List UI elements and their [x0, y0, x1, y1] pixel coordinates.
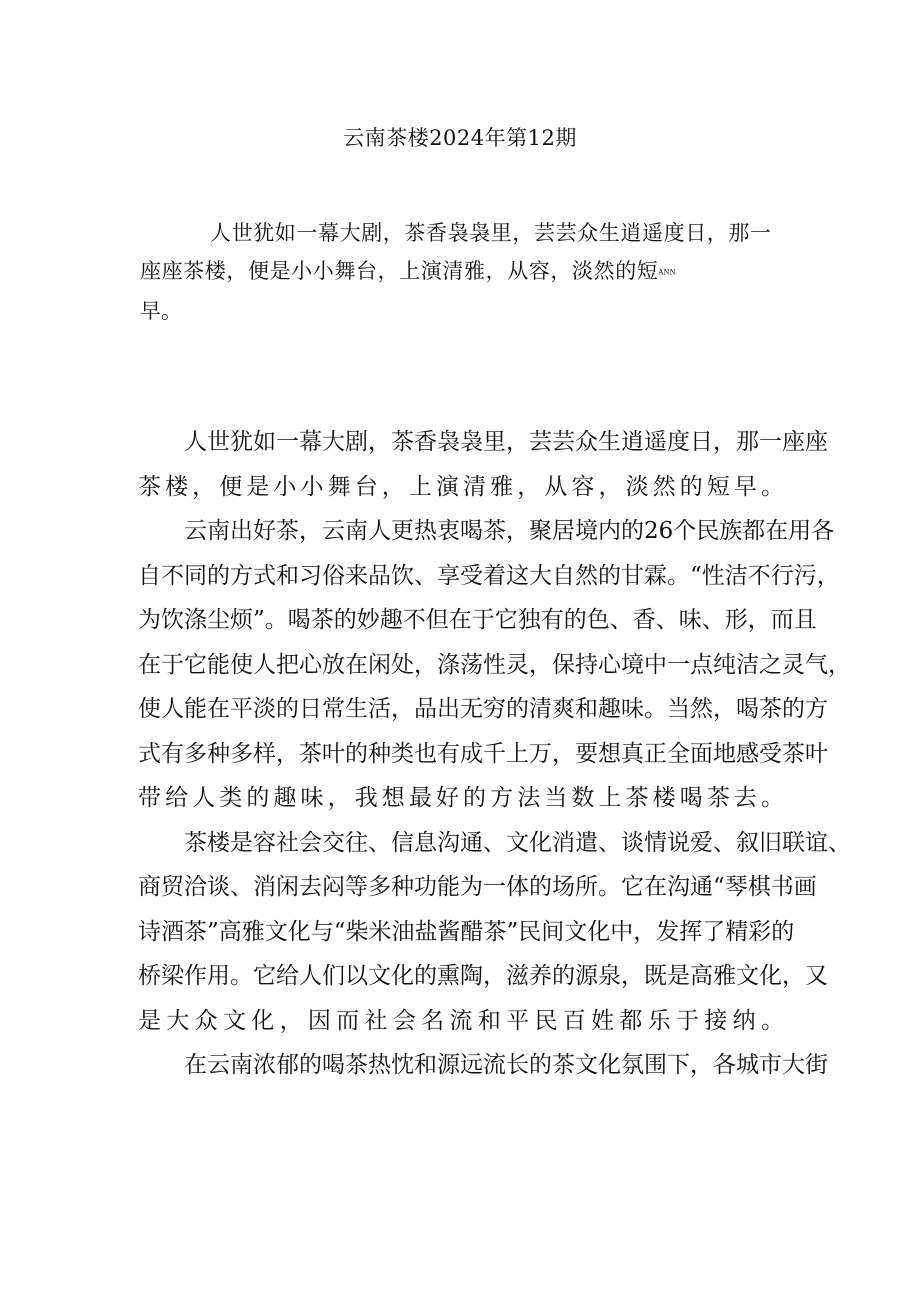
paragraph-2: [138, 509, 851, 821]
paragraph-2-line-1: 云南出好茶，云南人更热衷喝茶，聚居境内的26个民族都在用各: [184, 518, 835, 544]
paragraph-3-line-1: 茶楼是容社会交往、信息沟通、文化消遣、谈情说爱、叙旧联谊、: [184, 829, 851, 856]
paragraph-3-line-5: 是大众文化，因而社会名流和平民百姓都乐于接纳。: [138, 1007, 784, 1034]
intro-paragraph: [140, 214, 780, 330]
paragraph-4-line-1: 在云南浓郁的喝茶热忱和源远流长的茶文化氛围下，各城市大街: [184, 1052, 828, 1078]
document-title: 云南茶楼2024年第12期: [343, 126, 577, 150]
intro-line-3: 早。: [140, 298, 182, 323]
paragraph-2-line-3: 为饮涤尘烦”。喝茶的妙趣不但在于它独有的色、香、味、形，而且: [138, 607, 817, 633]
intro-line-1: 人世犹如一幕大剧，茶香袅袅里，芸芸众生逍遥度日，那一: [210, 221, 772, 245]
paragraph-3: [138, 821, 851, 1044]
intro-line-2: [140, 252, 780, 292]
paragraph-2-line-2: 自不同的方式和习俗来品饮、享受着这大自然的甘霖。“性洁不行污，: [138, 562, 840, 589]
paragraph-2-line-7: 带给人类的趣味，我想最好的方法当数上茶楼喝茶去。: [138, 785, 784, 811]
intro-line-2-text: 座座茶楼，便是小小舞台，上演清雅，从容，淡然的短: [140, 259, 659, 283]
paragraph-4: [138, 1043, 828, 1088]
paragraph-3-line-3: 诗酒茶”高雅文化与“柴米油盐酱醋茶”民间文化中，发挥了精彩的: [138, 918, 795, 945]
paragraph-1-line-2: 茶楼，便是小小舞台，上演清雅，从容，淡然的短早。: [138, 473, 784, 500]
paragraph-3-line-2: 商贸洽谈、消闲去闷等多种功能为一体的场所。它在沟通“琴棋书画: [138, 874, 817, 900]
body-text: [138, 420, 851, 1088]
paragraph-3-line-4: 桥梁作用。它给人们以文化的熏陶，滋养的源泉，既是高雅文化，又: [138, 963, 828, 989]
paragraph-2-line-5: 使人能在平淡的日常生活，品出无穷的清爽和趣味。当然，喝茶的方: [138, 696, 828, 722]
paragraph-2-line-4: 在于它能使人把心放在闲处，涤荡性灵，保持心境中一点纯洁之灵气，: [138, 651, 851, 678]
paragraph-1-line-1: 人世犹如一幕大剧，茶香袅袅里，芸芸众生逍遥度日，那一座座: [184, 429, 828, 455]
intro-tiny-mark: ANN: [658, 268, 676, 277]
paragraph-1: [138, 420, 828, 509]
paragraph-2-line-6: 式有多种多样，茶叶的种类也有成千上万，要想真正全面地感受茶叶: [138, 740, 828, 767]
